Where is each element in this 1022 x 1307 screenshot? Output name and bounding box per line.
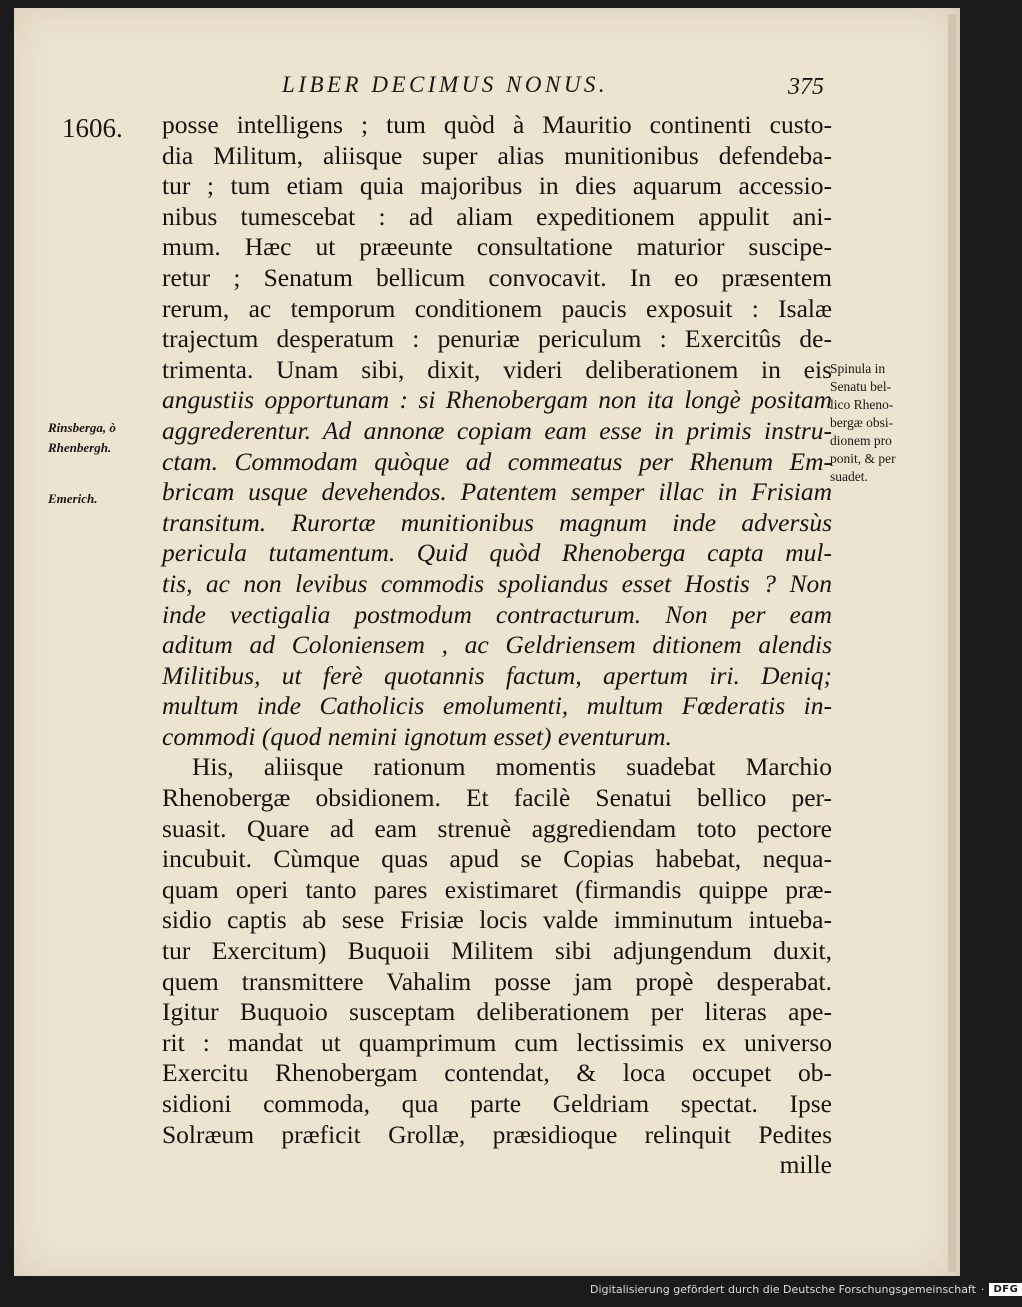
text-line: pericula tutamentum. Quid quòd Rhenoberga capta mul- [162,538,832,568]
marginal-note: Rhenbergh. [48,440,112,455]
text-line: aggrederentur. Ad annonæ copiam eam esse in primis instru- [162,415,832,445]
text-line: commodi (quod nemini ignotum esset) eventurum. [162,721,672,751]
text-line: inde vectigalia postmodum contracturum. Non per eam [162,599,832,629]
running-head: LIBER DECIMUS NONUS. [282,72,609,97]
digitization-footer [590,1283,1022,1296]
text-line: tur Exercitum) Buquoii Militem sibi adjungendum duxit, [162,936,832,966]
text-line: dia Militum, aliisque super alias munitionibus defendeba- [162,140,832,170]
text-line: incubuit. Cùmque quas apud se Copias habebat, nequa- [162,844,832,874]
marginal-note: ponit, & per [830,451,896,466]
text-line: retur ; Senatum bellicum convocavit. In eo præsentem [162,262,832,292]
marginal-note: Rinsberga, ò [48,420,116,435]
text-line: quam operi tanto pares existimaret (firmandis quippe præ- [162,874,832,904]
marginal-note: lico Rheno- [830,397,894,412]
text-line: Igitur Buquoio susceptam deliberationem per literas ape- [162,997,832,1027]
dfg-logo: DFG [989,1283,1022,1296]
text-line: mum. Hæc ut præeunte consultatione maturior suscipe- [162,232,832,262]
text-line: quem transmittere Vahalim posse jam propè desperabat. [162,966,832,996]
text-line: His, aliisque rationum momentis suadebat Marchio [192,752,832,782]
text-line: transitum. Rurortæ munitionibus magnum inde adversùs [162,507,832,537]
text-line: Exercitu Rhenobergam contendat, & loca occupet ob- [162,1058,832,1088]
text-line: Solræum præficit Grollæ, præsidioque relinquit Pedites [162,1119,832,1149]
footer-separator: · [980,1283,985,1296]
book-page [14,8,960,1276]
text-line: trimenta. Unam sibi, dixit, videri deliberationem in eis [162,354,832,384]
marginal-note: Spinula in [830,361,886,376]
text-line: nibus tumescebat : ad aliam expeditionem appulit ani- [162,201,832,231]
text-line: tur ; tum etiam quia majoribus in dies aquarum accessio- [162,171,832,201]
marginal-note: bergæ obsi- [830,415,894,430]
footer-text: Digitalisierung gefördert durch die Deutsche Forschungsgemeinschaft [590,1283,976,1296]
text-line: angustiis opportunam : si Rhenobergam non ita longè positam [162,385,832,415]
marginal-note: Emerich. [48,491,98,506]
text-line: Militibus, ut ferè quotannis factum, apertum iri. Deniq; [162,660,832,690]
text-line: rerum, ac temporum conditionem paucis exposuit : Isalæ [162,293,832,323]
page-edge [948,14,956,1272]
text-line: rit : mandat ut quamprimum cum lectissimis ex universo [162,1027,832,1057]
catchword: mille [779,1150,832,1180]
text-line: Rhenobergæ obsidionem. Et facilè Senatui bellico per- [162,783,832,813]
marginal-note: Senatu bel- [830,379,892,394]
text-line: sidio captis ab sese Frisiæ locis valde imminutum intueba- [162,905,832,935]
marginal-note: dionem pro [830,433,892,448]
right-marginalia [830,360,942,486]
text-line: tis, ac non levibus commodis spoliandus esset Hostis ? Non [162,568,832,598]
body-text [162,110,832,1181]
text-line: sidioni commoda, qua parte Geldriam spectat. Ipse [162,1089,832,1118]
text-line: posse intelligens ; tum quòd à Mauritio continenti custo- [162,110,832,139]
text-line: ctam. Commodam quòque ad commeatus per Rhenum Em- [162,446,832,476]
left-marginalia [48,418,156,509]
text-line: bricam usque devehendos. Patentem semper illac in Frisiam [162,477,832,507]
year-marginal: 1606. [62,113,123,143]
marginal-note: suadet. [830,469,868,484]
text-line: trajectum desperatum : penuriæ periculum : Exercitûs de- [162,324,832,354]
text-line: suasit. Quare ad eam strenuè aggrediendam toto pectore [162,813,832,843]
text-line: aditum ad Coloniensem , ac Geldriensem ditionem alendis [162,630,832,660]
text-line: multum inde Catholicis emolumenti, multum Fœderatis in- [162,691,832,721]
page-number: 375 [788,74,824,100]
